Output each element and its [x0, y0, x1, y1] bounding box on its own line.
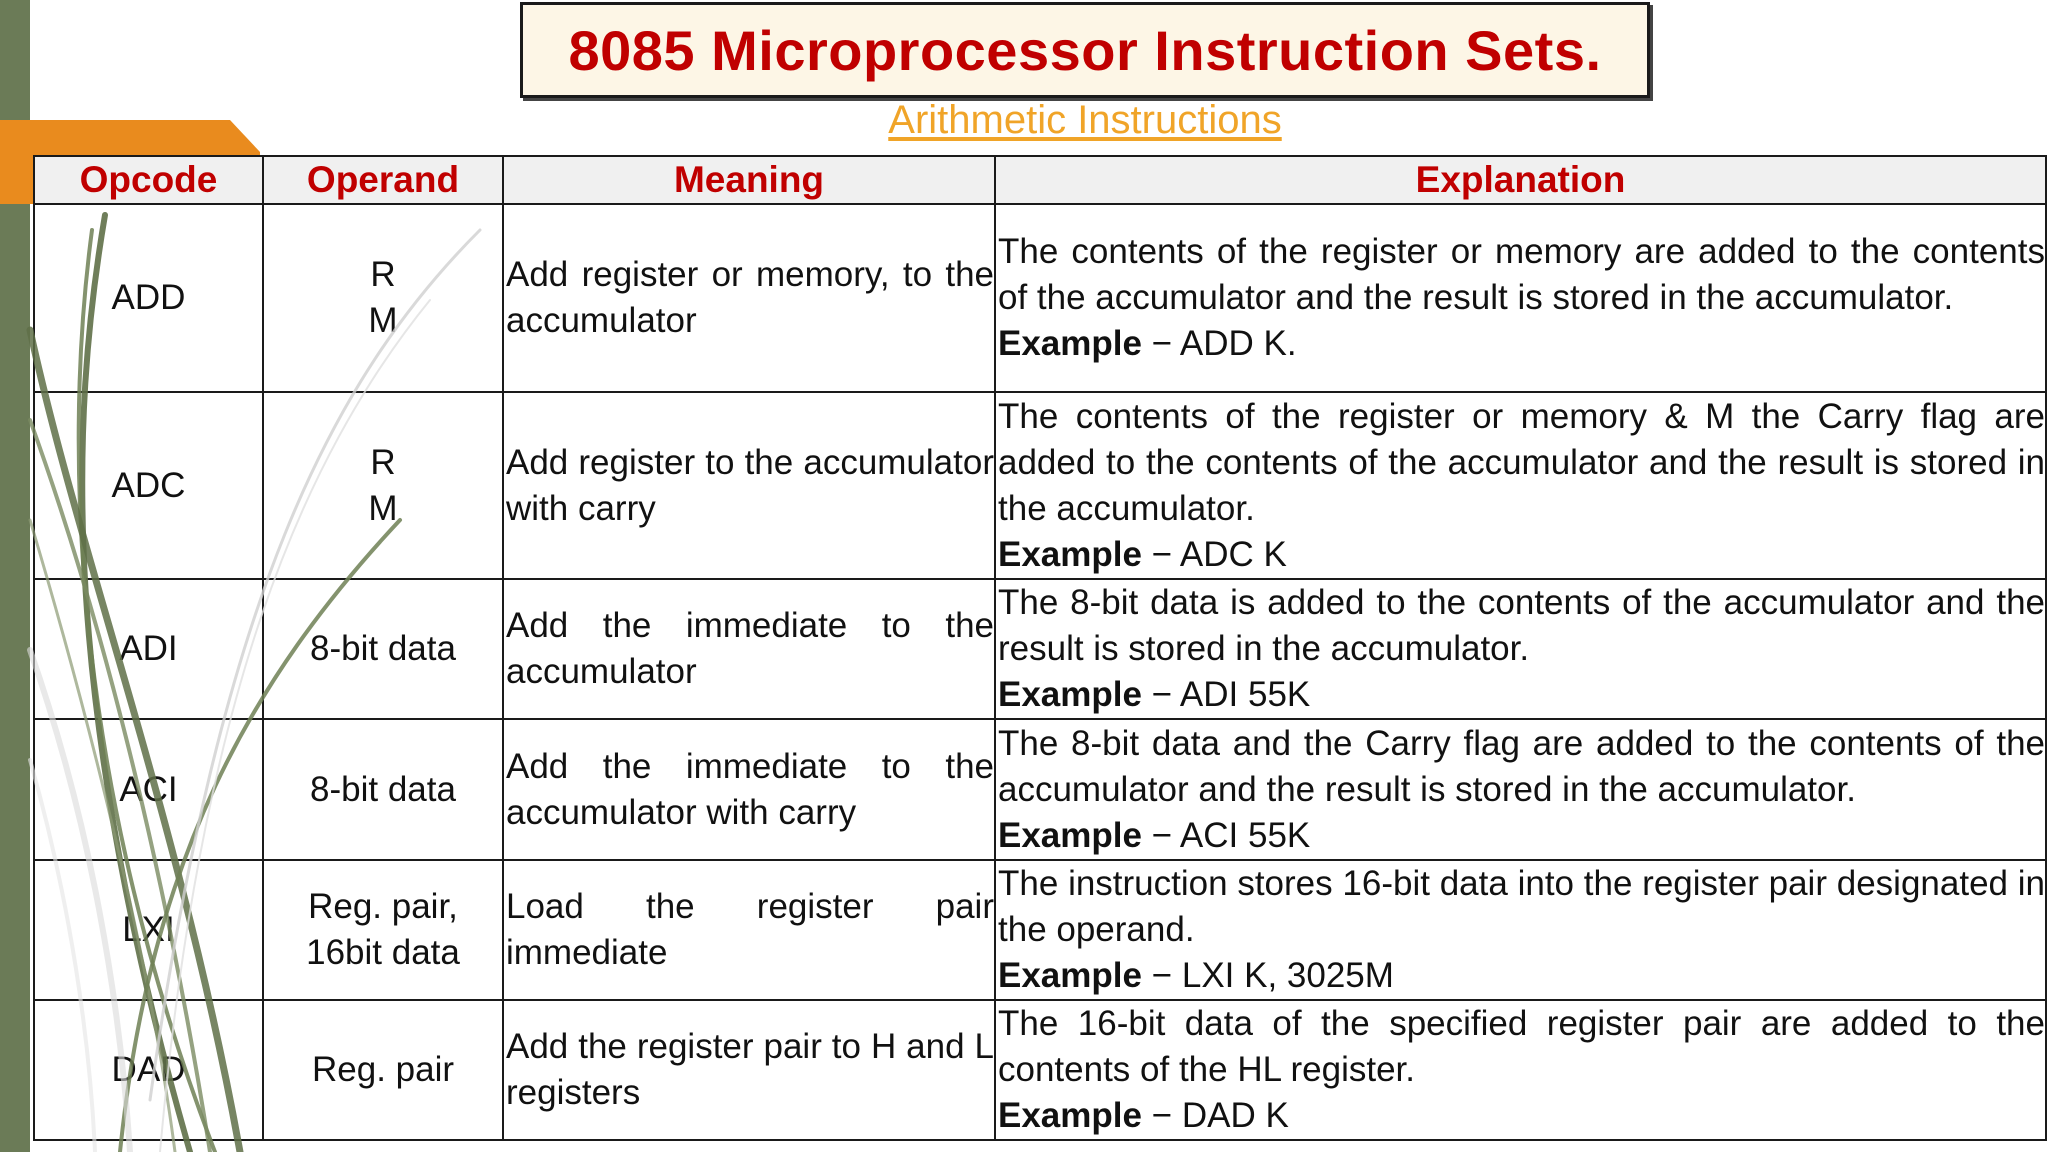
explanation-cell: [995, 392, 2046, 579]
operand-line: R: [370, 442, 396, 482]
example-text: − ADI 55K: [1141, 675, 1311, 714]
meaning-cell: [503, 579, 995, 719]
example-label: Example: [998, 534, 1142, 574]
opcode-cell: ACI: [34, 719, 263, 860]
example-label: Example: [998, 324, 1142, 363]
meaning-text: Add the immediate to the accumulator with carry: [506, 746, 994, 832]
meaning-text: Add register or memory, to the accumulator: [506, 255, 994, 340]
operand-line: M: [368, 301, 398, 340]
example-label: Example: [998, 675, 1142, 714]
table-row: [34, 579, 2046, 719]
example-text: − LXI K, 3025M: [1141, 956, 1394, 995]
explanation-text: The 8-bit data and the Carry flag are added to the contents of the accumulator and the result is stored in the accumulator.: [998, 723, 2045, 809]
operand-line: M: [368, 488, 398, 528]
example-text: − ACI 55K: [1141, 815, 1311, 855]
header-meaning: Meaning: [503, 156, 995, 204]
explanation-cell: [995, 1000, 2046, 1140]
operand-line: 8-bit data: [310, 769, 456, 809]
example-text: − ADC K: [1141, 534, 1287, 574]
meaning-cell: [503, 860, 995, 1000]
explanation-text: The contents of the register or memory & M the Carry flag are added to the contents of the accumulator and the result is stored in the accumulator.: [998, 396, 2045, 528]
opcode-cell: ADI: [34, 579, 263, 719]
example-text: − ADD K.: [1141, 324, 1297, 363]
example-label: Example: [998, 1096, 1142, 1135]
meaning-cell: [503, 719, 995, 860]
meaning-cell: [503, 392, 995, 579]
table-row: [34, 719, 2046, 860]
meaning-text: Add register to the accumulator with carry: [506, 442, 994, 528]
operand-line: 8-bit data: [310, 629, 456, 668]
table-header-row: [34, 156, 2046, 204]
opcode-cell: DAD: [34, 1000, 263, 1140]
meaning-text: Load the register pair immediate: [506, 887, 994, 972]
explanation-cell: [995, 860, 2046, 1000]
header-operand: Operand: [263, 156, 503, 204]
explanation-cell: [995, 579, 2046, 719]
operand-cell: [263, 860, 503, 1000]
operand-cell: [263, 579, 503, 719]
meaning-text: Add the register pair to H and L registers: [506, 1027, 994, 1112]
table-row: [34, 392, 2046, 579]
explanation-text: The contents of the register or memory are added to the contents of the accumulator and the result is stored in the accumulator.: [998, 232, 2045, 317]
table-row: [34, 1000, 2046, 1140]
example-label: Example: [998, 956, 1142, 995]
meaning-cell: [503, 204, 995, 392]
meaning-cell: [503, 1000, 995, 1140]
section-subtitle: Arithmetic Instructions: [888, 98, 1282, 142]
operand-cell: [263, 1000, 503, 1140]
header-opcode: Opcode: [34, 156, 263, 204]
explanation-cell: [995, 204, 2046, 392]
table-row: [34, 204, 2046, 392]
explanation-text: The 16-bit data of the specified register pair are added to the contents of the HL register.: [998, 1004, 2045, 1089]
operand-cell: [263, 204, 503, 392]
table-row: [34, 860, 2046, 1000]
opcode-cell: ADD: [34, 204, 263, 392]
operand-line: R: [370, 255, 396, 294]
example-label: Example: [998, 815, 1142, 855]
opcode-cell: ADC: [34, 392, 263, 579]
explanation-cell: [995, 719, 2046, 860]
page-title: 8085 Microprocessor Instruction Sets.: [568, 18, 1602, 82]
operand-line: Reg. pair: [311, 1050, 455, 1089]
instruction-table: [33, 155, 2047, 1141]
opcode-cell: LXI: [34, 860, 263, 1000]
operand-cell: [263, 719, 503, 860]
example-text: − DAD K: [1141, 1096, 1289, 1135]
explanation-text: The 8-bit data is added to the contents of the accumulator and the result is stored in the accumulator.: [998, 583, 2045, 668]
operand-cell: [263, 392, 503, 579]
header-explanation: Explanation: [995, 156, 2046, 204]
explanation-text: The instruction stores 16-bit data into the register pair designated in the operand.: [998, 864, 2045, 949]
meaning-text: Add the immediate to the accumulator: [506, 606, 994, 691]
operand-line: 16bit data: [306, 933, 460, 972]
operand-line: Reg. pair,: [308, 887, 458, 926]
title-box: [520, 2, 1650, 98]
